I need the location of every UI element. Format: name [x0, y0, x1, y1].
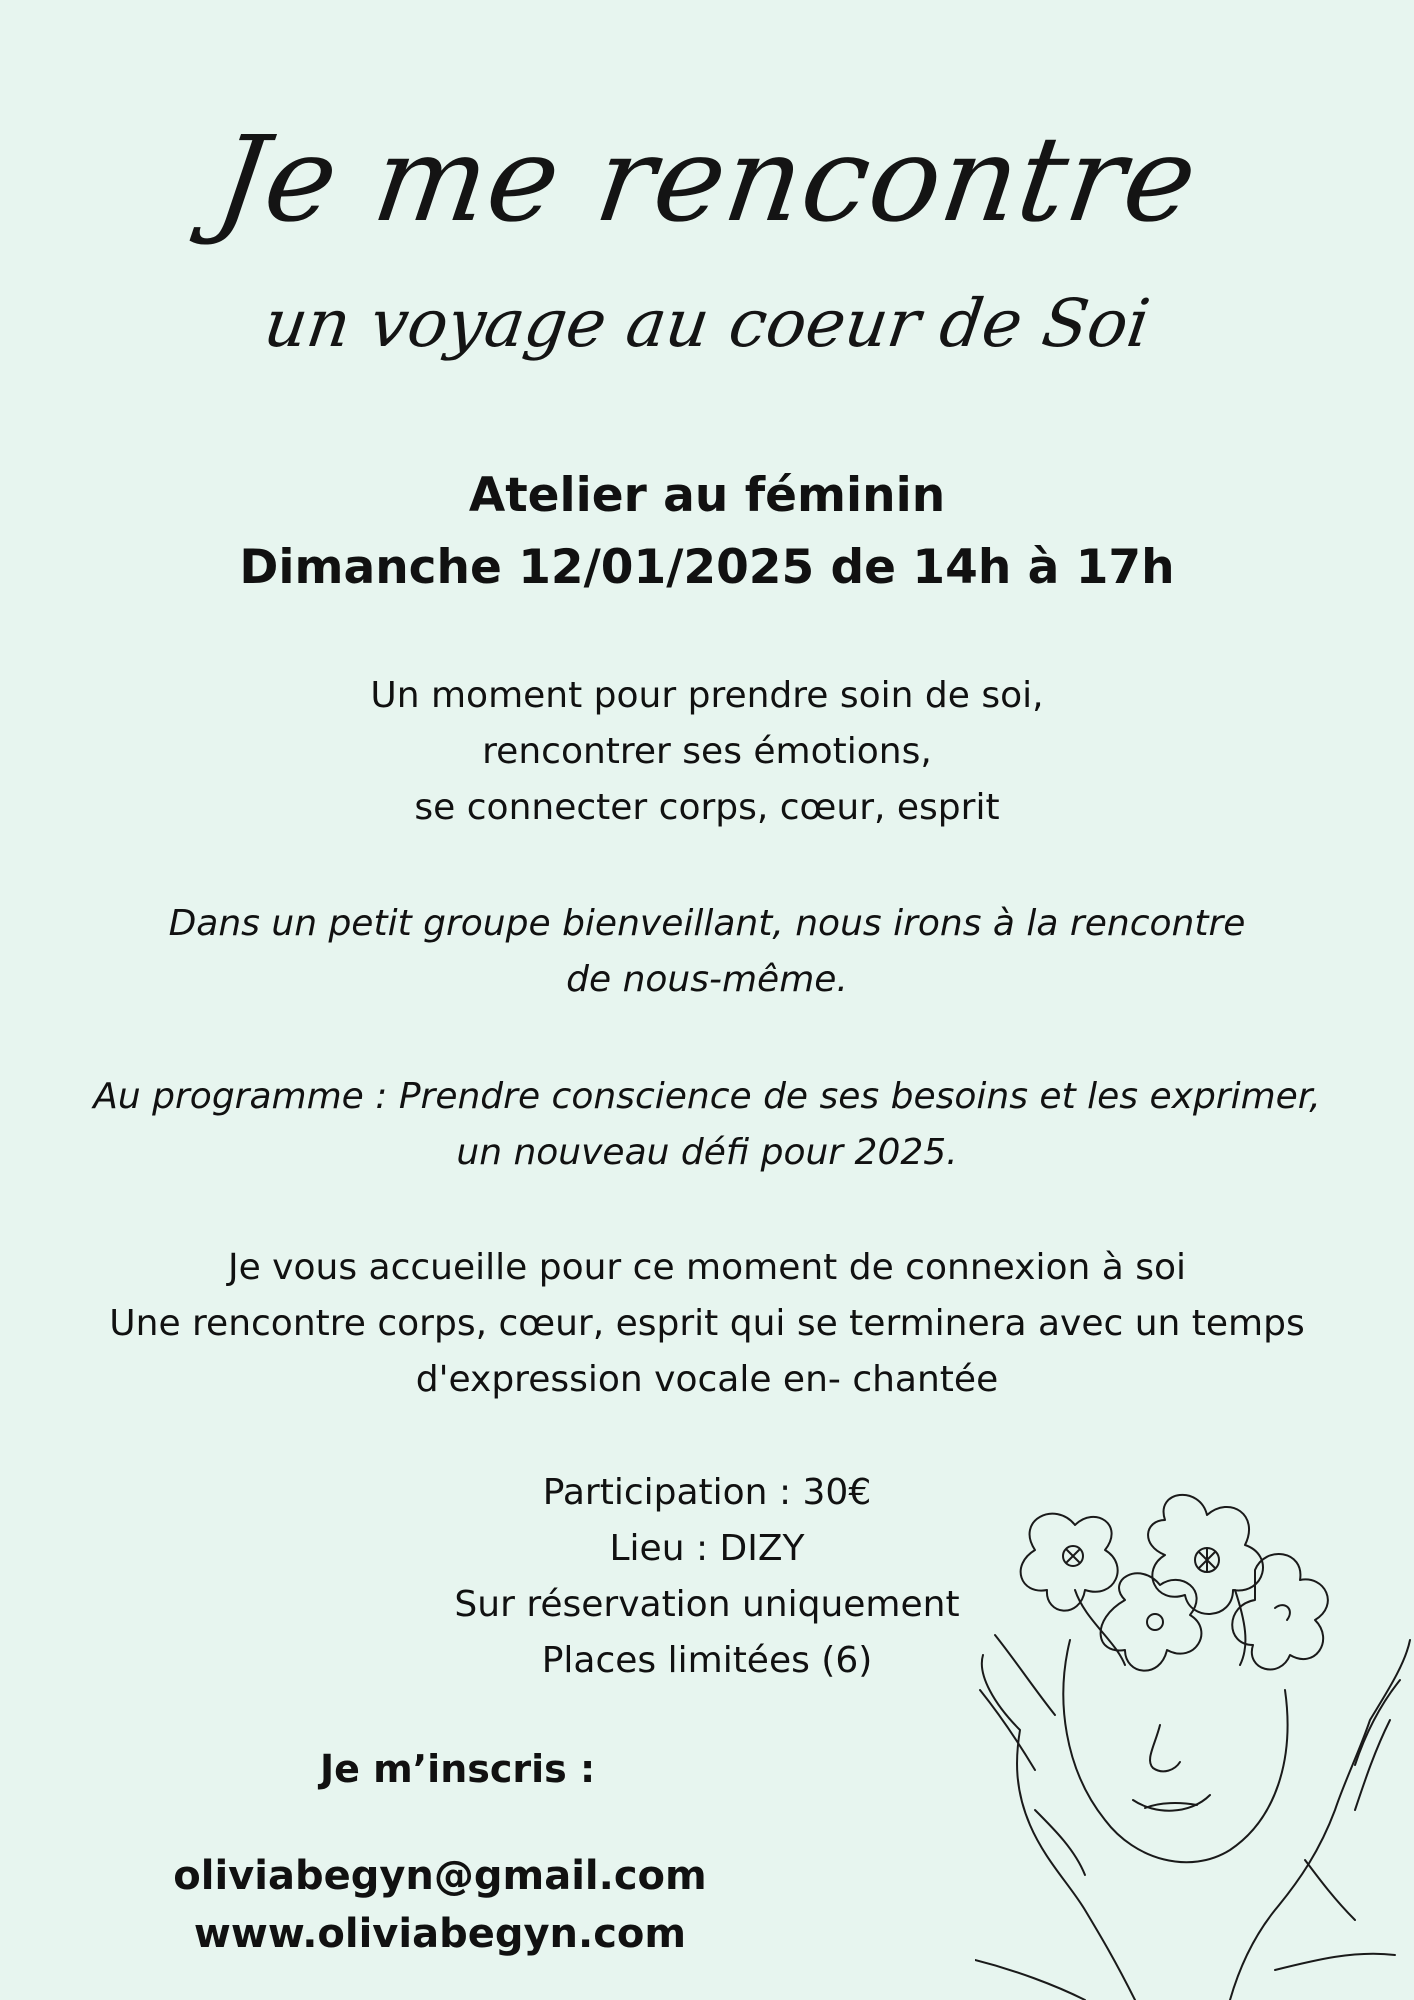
intro-line: rencontrer ses émotions,: [482, 731, 932, 772]
group-paragraph: [0, 896, 1414, 1008]
program-line: Au programme : Prendre conscience de ses besoins et les exprimer,: [93, 1076, 1321, 1117]
flower-icon: [1232, 1554, 1328, 1669]
event-type: Atelier au féminin: [468, 468, 946, 523]
flower-icon: [1101, 1573, 1202, 1670]
welcome-line: Je vous accueille pour ce moment de connexion à soi: [227, 1247, 1187, 1288]
left-hand-icon: [975, 1635, 1135, 2000]
contact-block: [160, 1847, 720, 1963]
signup-label: Je m’inscris :: [320, 1747, 596, 1791]
welcome-line: Une rencontre corps, cœur, esprit qui se terminera avec un temps: [109, 1303, 1305, 1344]
flower-icon: [1021, 1514, 1118, 1611]
woman-face-with-flowers-illustration: [975, 1490, 1414, 2000]
places-limit: Places limitées (6): [541, 1640, 873, 1681]
event-datetime: Dimanche 12/01/2025 de 14h à 17h: [239, 540, 1175, 595]
group-line: Dans un petit groupe bienveillant, nous irons à la rencontre: [168, 903, 1246, 944]
location: Lieu : DIZY: [609, 1528, 805, 1569]
nose-icon: [1150, 1725, 1180, 1771]
welcome-line: d'expression vocale en- chantée: [415, 1359, 999, 1400]
right-hand-icon: [1230, 1640, 1410, 2000]
intro-line: se connecter corps, cœur, esprit: [414, 787, 1000, 828]
participation-price: Participation : 30€: [542, 1472, 872, 1513]
program-line: un nouveau défi pour 2025.: [456, 1132, 958, 1173]
flower-icon: [1148, 1495, 1263, 1614]
intro-line: Un moment pour prendre soin de soi,: [370, 675, 1044, 716]
welcome-paragraph: [0, 1240, 1414, 1408]
page-subtitle: un voyage au coeur de Soi: [259, 285, 1155, 362]
website-link[interactable]: www.oliviabegyn.com: [193, 1911, 687, 1957]
event-headline: [0, 460, 1414, 604]
reservation-note: Sur réservation uniquement: [454, 1584, 960, 1625]
email-link[interactable]: oliviabegyn@gmail.com: [173, 1853, 707, 1899]
program-paragraph: [0, 1069, 1414, 1181]
group-line: de nous-même.: [566, 959, 848, 1000]
page-title: Je me rencontre: [208, 110, 1206, 248]
intro-paragraph: [0, 668, 1414, 836]
